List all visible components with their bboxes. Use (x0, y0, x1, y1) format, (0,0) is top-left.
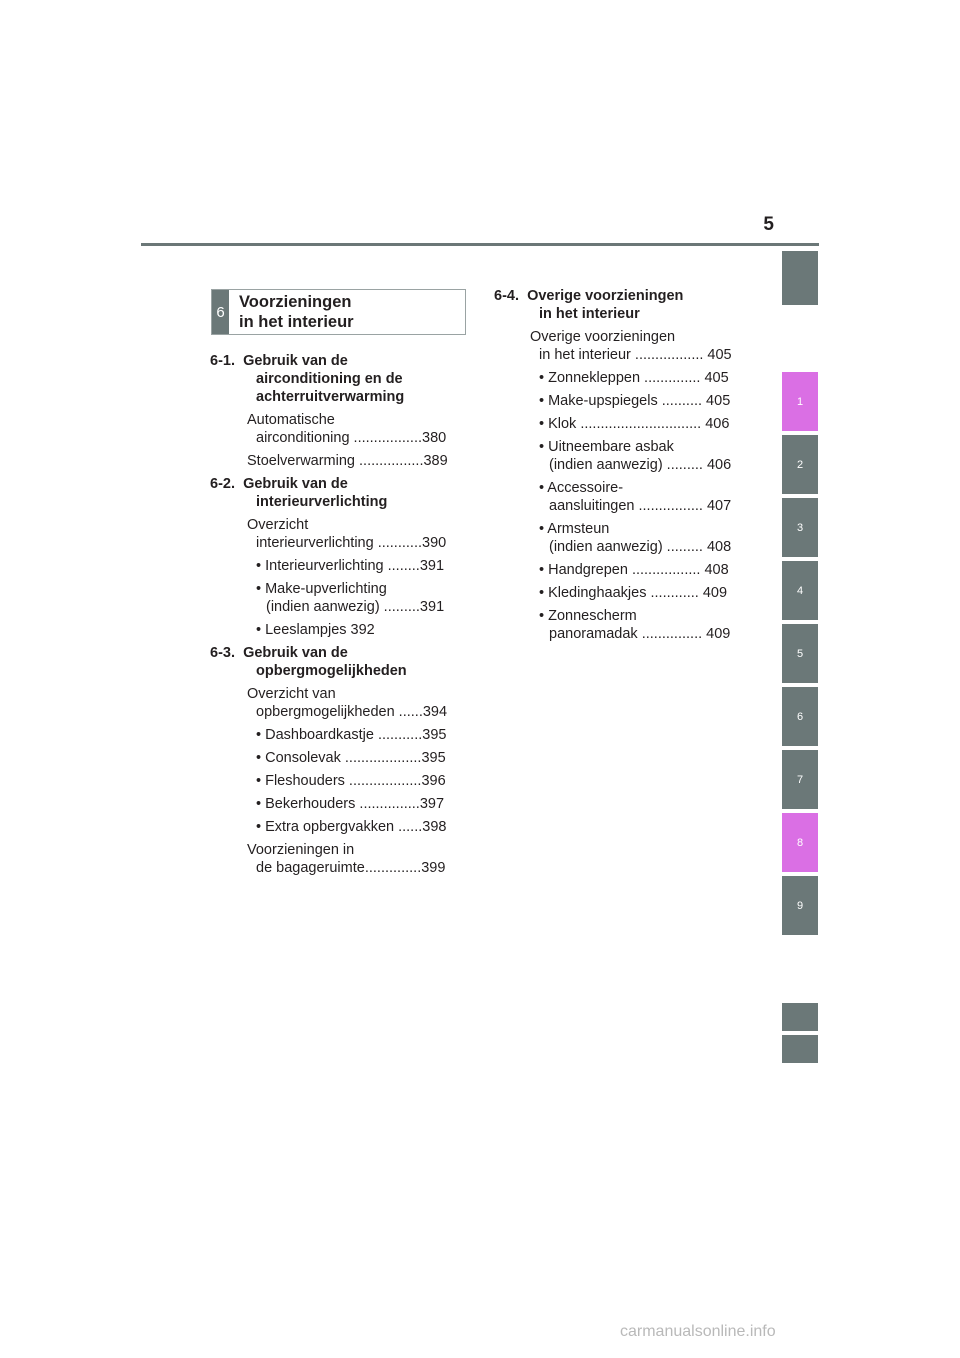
toc-entry[interactable]: Automatische (247, 412, 335, 428)
side-tab-label: 8 (796, 836, 804, 849)
toc-entry[interactable]: • Uitneembare asbak (539, 439, 674, 455)
side-tab-index-a[interactable] (782, 1003, 818, 1031)
page-number: 5 (763, 214, 774, 235)
toc-heading-6-4[interactable] (494, 287, 744, 305)
side-tab-5[interactable] (782, 624, 818, 683)
toc-entry[interactable]: • Make-upspiegels .......... 405 (539, 393, 731, 409)
section-title-line1: Voorzieningen (239, 293, 352, 311)
toc-column-right (494, 287, 744, 643)
side-tab-index-b[interactable] (782, 1035, 818, 1063)
toc-heading-text: achterruitverwarming (256, 389, 405, 405)
toc-entry[interactable]: (indien aanwezig) .........391 (266, 599, 445, 615)
side-tab-8[interactable] (782, 813, 818, 872)
section-title (239, 292, 459, 332)
toc-entry[interactable]: • Leeslampjes 392 (256, 622, 375, 638)
toc-entry[interactable]: Overzicht van (247, 686, 336, 702)
toc-heading-number: 6-2. (210, 476, 235, 492)
side-tab-4[interactable] (782, 561, 818, 620)
toc-heading-number: 6-3. (210, 645, 235, 661)
side-tab-label: 2 (796, 458, 804, 471)
toc-heading-text: airconditioning en de (256, 371, 403, 387)
toc-entry[interactable]: • Klok .............................. 406 (539, 416, 730, 432)
side-tab-label: 9 (796, 899, 804, 912)
toc-heading-number: 6-4. (494, 288, 519, 304)
section-header (211, 289, 466, 335)
toc-heading-text: Gebruik van de (243, 645, 348, 661)
toc-heading-number: 6-1. (210, 353, 235, 369)
toc-heading-6-2[interactable] (210, 475, 460, 493)
toc-entry[interactable]: (indien aanwezig) ......... 408 (549, 539, 732, 555)
toc-heading-text: Gebruik van de (243, 476, 348, 492)
toc-entry[interactable]: Overige voorzieningen (530, 329, 676, 345)
watermark: carmanualsonline.info (620, 1323, 776, 1340)
side-tab-label: 4 (796, 584, 804, 597)
toc-entry[interactable]: • Zonnekleppen .............. 405 (539, 370, 729, 386)
toc-entry[interactable]: • Make-upverlichting (256, 581, 387, 597)
toc-heading-6-1[interactable] (210, 352, 460, 370)
toc-entry[interactable]: Stoelverwarming ................389 (247, 453, 448, 469)
side-tab-6[interactable] (782, 687, 818, 746)
toc-entry[interactable]: • Dashboardkastje ...........395 (256, 727, 447, 743)
side-tab-label: 3 (796, 521, 804, 534)
toc-heading-text: in het interieur (539, 306, 640, 322)
toc-entry[interactable]: • Kledinghaakjes ............ 409 (539, 585, 728, 601)
toc-heading-text: Gebruik van de (243, 353, 348, 369)
toc-entry[interactable]: • Fleshouders ..................396 (256, 773, 446, 789)
toc-entry[interactable]: • Handgrepen ................. 408 (539, 562, 729, 578)
side-tab-7[interactable] (782, 750, 818, 809)
toc-heading-6-3[interactable] (210, 644, 460, 662)
side-tab-label: 5 (796, 647, 804, 660)
toc-heading-text: interieurverlichting (256, 494, 388, 510)
toc-entry[interactable]: • Extra opbergvakken ......398 (256, 819, 447, 835)
toc-entry[interactable]: • Armsteun (539, 521, 610, 537)
toc-entry[interactable]: in het interieur ................. 405 (539, 347, 732, 363)
toc-entry[interactable]: interieurverlichting ...........390 (256, 535, 447, 551)
toc-entry[interactable]: • Bekerhouders ...............397 (256, 796, 445, 812)
side-tab-3[interactable] (782, 498, 818, 557)
toc-entry[interactable]: • Interieurverlichting ........391 (256, 558, 445, 574)
section-title-line2: in het interieur (239, 313, 354, 331)
section-number: 6 (212, 290, 229, 334)
toc-entry[interactable]: • Zonnescherm (539, 608, 637, 624)
toc-entry[interactable]: Overzicht (247, 517, 309, 533)
header-rule (141, 243, 819, 246)
toc-entry[interactable]: • Consolevak ...................395 (256, 750, 446, 766)
toc-heading-text: Overige voorzieningen (527, 288, 684, 304)
toc-entry[interactable]: airconditioning .................380 (256, 430, 447, 446)
side-tab-label: 1 (796, 395, 804, 408)
side-tab-toc[interactable] (782, 251, 818, 305)
toc-entry[interactable]: de bagageruimte..............399 (256, 860, 446, 876)
toc-entry[interactable]: aansluitingen ................ 407 (549, 498, 732, 514)
toc-entry[interactable]: (indien aanwezig) ......... 406 (549, 457, 732, 473)
toc-heading-text: opbergmogelijkheden (256, 663, 407, 679)
toc-column-left (210, 352, 460, 877)
side-tab-1[interactable] (782, 372, 818, 431)
toc-entry[interactable]: Voorzieningen in (247, 842, 355, 858)
side-tab-label: 6 (796, 710, 804, 723)
side-tab-2[interactable] (782, 435, 818, 494)
side-tab-9[interactable] (782, 876, 818, 935)
toc-entry[interactable]: panoramadak ............... 409 (549, 626, 731, 642)
toc-entry[interactable]: opbergmogelijkheden ......394 (256, 704, 448, 720)
side-tab-label: 7 (796, 773, 804, 786)
toc-entry[interactable]: • Accessoire- (539, 480, 624, 496)
